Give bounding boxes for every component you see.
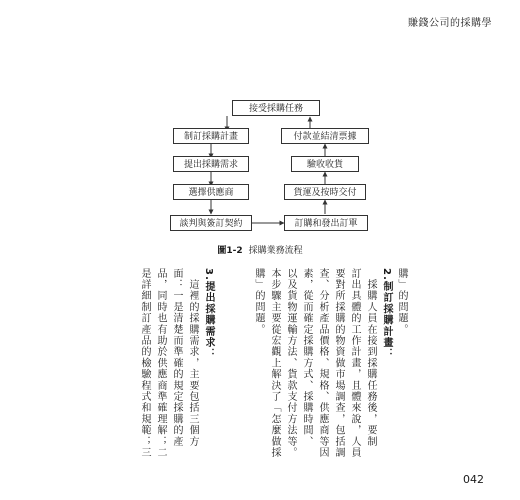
- body-text-column: 素，從而確定採購方式、採購時間、: [301, 268, 312, 448]
- flow-box-top: 接受採購任務: [232, 100, 320, 116]
- figure-caption: [0, 243, 520, 256]
- body-text-column: 以及貨物運輸方法、貨款支付方法等。: [285, 268, 296, 459]
- body-text-column: 購」的問題。: [396, 268, 407, 336]
- flow-box-left-4: 談判與簽訂契約: [170, 215, 252, 231]
- section-heading: 2.制訂採購計畫：: [381, 268, 392, 360]
- body-text-column: 這裡的採購需求，主要包括三個方: [187, 268, 198, 448]
- body-text-column: 面：一是清楚而準確的規定採購的產: [171, 268, 182, 448]
- body-text-column: 購」的問題。: [253, 268, 264, 336]
- page-number: 042: [463, 473, 484, 486]
- body-text-column: 是詳細制訂產品的檢驗程式和規範；三: [139, 268, 150, 459]
- flow-box-left-1: 制訂採購計畫: [173, 128, 249, 144]
- body-text-column: 查、分析產品價格、規格、供應商等因: [317, 268, 328, 459]
- flow-box-right-2: 驗收收貨: [291, 156, 359, 172]
- body-text-column: 品，同時也有助於供應商準確理解；二: [155, 268, 166, 459]
- body-text-column: 要對所採購的物資做市場調查，包括調: [333, 268, 344, 459]
- body-text-column: 訂出具體的工作計畫，且體來說，人員: [349, 268, 360, 459]
- flow-box-left-2: 提出採購需求: [173, 156, 249, 172]
- body-text-column: 採購人員在接到採購任務後，要制: [365, 268, 376, 448]
- flow-box-right-4: 訂購和發出訂單: [284, 215, 368, 231]
- section-heading: 3.提出採購需求：: [203, 268, 214, 360]
- flow-box-right-1: 付款並結清票據: [281, 128, 369, 144]
- flow-box-left-3: 選擇供應商: [173, 184, 249, 200]
- figure-number: 圖1-2: [217, 246, 243, 256]
- running-header: 賺錢公司的採購學: [408, 18, 492, 29]
- flow-box-right-3: 貨運及按時交付: [284, 184, 366, 200]
- figure-title: 採購業務流程: [248, 246, 303, 256]
- body-text-column: 本步驟主要從宏觀上解決了「怎麼做採: [269, 268, 280, 459]
